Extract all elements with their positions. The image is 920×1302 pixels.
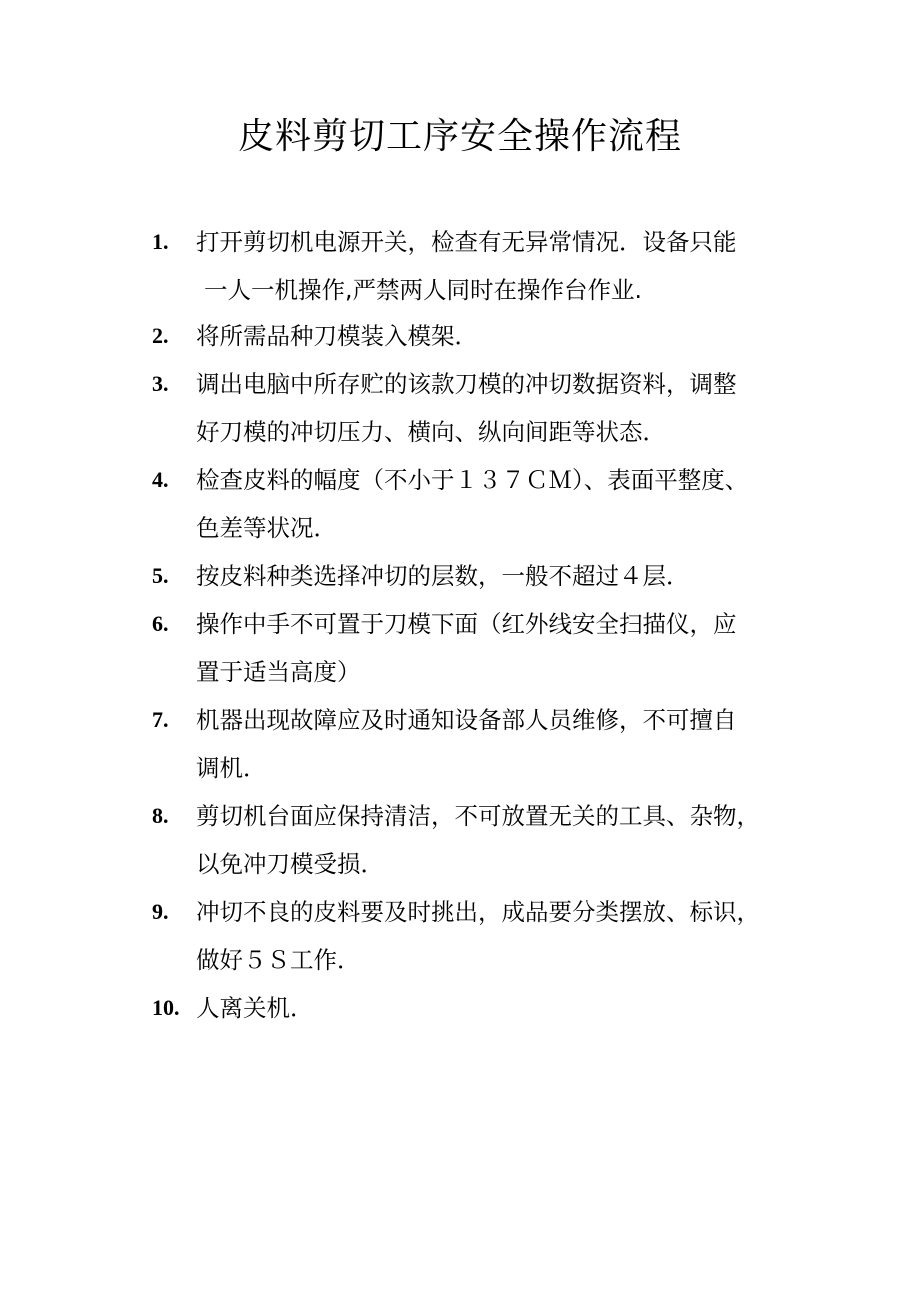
step-3 bbox=[152, 360, 792, 456]
step-6 bbox=[152, 600, 792, 696]
step-text bbox=[196, 888, 796, 984]
step-line: 人离关机． bbox=[196, 994, 314, 1022]
step-line: 一人一机操作,严禁两人同时在操作台作业. bbox=[204, 276, 642, 304]
step-8 bbox=[152, 792, 792, 888]
step-text bbox=[196, 600, 796, 696]
step-line: 检查皮料的幅度（不小于１３７ＣＭ）、表面平整度、 bbox=[196, 466, 749, 494]
step-line: 调出电脑中所存贮的该款刀模的冲切数据资料，调整 bbox=[196, 370, 737, 398]
step-4 bbox=[152, 456, 792, 552]
step-text bbox=[196, 696, 796, 792]
step-text bbox=[196, 218, 796, 314]
step-text bbox=[196, 792, 796, 888]
step-text bbox=[196, 312, 796, 360]
step-text bbox=[196, 552, 796, 600]
step-line: 操作中手不可置于刀模下面（红外线安全扫描仪，应 bbox=[196, 610, 737, 638]
step-7 bbox=[152, 696, 792, 792]
step-number: 7. bbox=[152, 707, 169, 732]
step-number: 3. bbox=[152, 371, 169, 396]
step-2 bbox=[152, 312, 792, 360]
step-text bbox=[196, 360, 796, 456]
step-number: 10. bbox=[152, 995, 180, 1020]
step-text bbox=[196, 456, 796, 552]
step-5 bbox=[152, 552, 792, 600]
step-number: 1. bbox=[152, 229, 169, 254]
step-line: 打开剪切机电源开关，检查有无异常情况．设备只能 bbox=[196, 228, 737, 256]
step-line: 色差等状况． bbox=[196, 514, 337, 542]
step-10 bbox=[152, 984, 792, 1032]
step-text bbox=[196, 984, 796, 1032]
step-9 bbox=[152, 888, 792, 984]
step-number: 9. bbox=[152, 899, 169, 924]
document-title: 皮料剪切工序安全操作流程 bbox=[237, 116, 682, 157]
step-number: 6. bbox=[152, 611, 169, 636]
step-line: 置于适当高度） bbox=[196, 658, 361, 686]
step-line: 将所需品种刀模装入模架． bbox=[196, 322, 478, 350]
step-line: 剪切机台面应保持清洁，不可放置无关的工具、杂物， bbox=[196, 802, 760, 830]
step-line: 好刀模的冲切压力、横向、纵向间距等状态． bbox=[196, 418, 666, 446]
step-line: 调机． bbox=[196, 754, 267, 782]
step-line: 按皮料种类选择冲切的层数，一般不超过４层． bbox=[196, 562, 690, 590]
step-line: 机器出现故障应及时通知设备部人员维修，不可擅自 bbox=[196, 706, 737, 734]
step-number: 5. bbox=[152, 563, 169, 588]
step-1 bbox=[152, 218, 792, 314]
step-number: 8. bbox=[152, 803, 169, 828]
step-number: 4. bbox=[152, 467, 169, 492]
step-line: 冲切不良的皮料要及时挑出，成品要分类摆放、标识， bbox=[196, 898, 760, 926]
step-number: 2. bbox=[152, 323, 169, 348]
step-line: 做好５Ｓ工作． bbox=[196, 946, 361, 974]
step-line: 以免冲刀模受损． bbox=[196, 850, 384, 878]
